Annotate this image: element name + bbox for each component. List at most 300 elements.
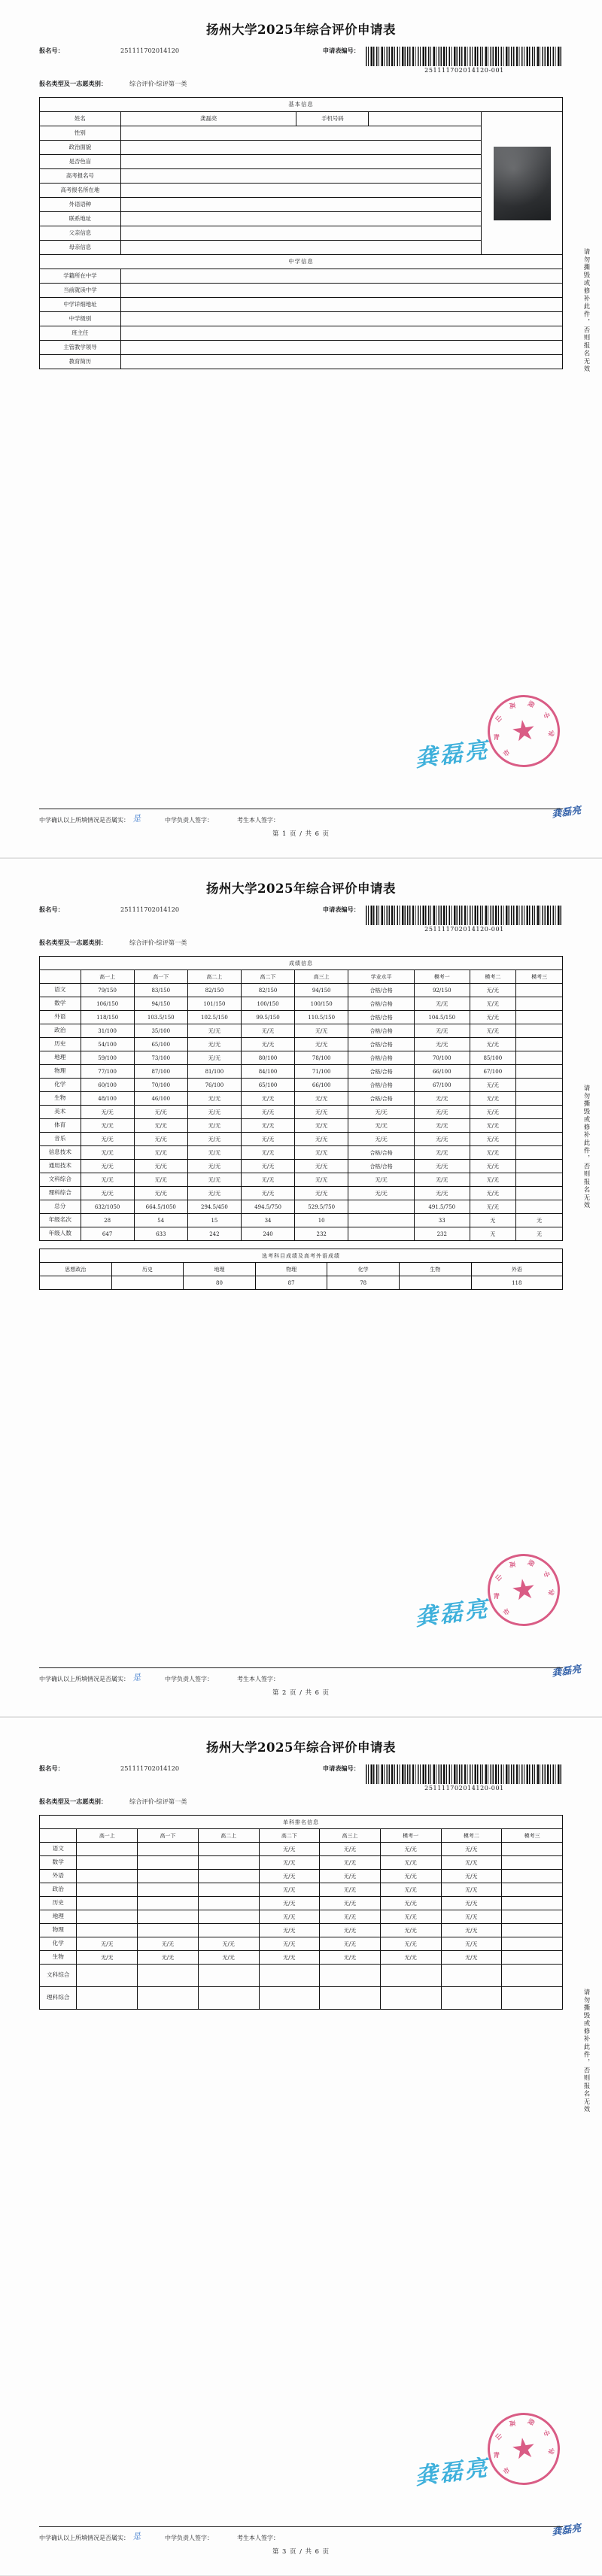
barcode-image bbox=[366, 47, 563, 66]
rank-cell: 无/无 bbox=[380, 1856, 441, 1870]
subject-label: 总分 bbox=[40, 1200, 81, 1214]
applicant-sign-label: 考生本人签字： bbox=[237, 1676, 279, 1682]
grade-cell bbox=[516, 1133, 563, 1146]
grade-cell: 无/无 bbox=[415, 1106, 470, 1119]
principal-signature-ink: 龚磊亮 bbox=[413, 737, 491, 772]
grade-cell: 67/100 bbox=[415, 1079, 470, 1092]
grade-cell: 100/150 bbox=[295, 997, 348, 1011]
grade-cell: 85/100 bbox=[470, 1051, 516, 1065]
rank-cell: 无/无 bbox=[380, 1843, 441, 1856]
rank-cell bbox=[502, 1843, 563, 1856]
rank-cell: 无/无 bbox=[380, 1883, 441, 1897]
grade-cell: 无/无 bbox=[415, 1092, 470, 1106]
field-label-school-level: 中学级别 bbox=[40, 312, 121, 326]
section-header-school: 中学信息 bbox=[40, 255, 563, 269]
table-row bbox=[40, 1276, 563, 1290]
barcode-block bbox=[366, 47, 563, 74]
col-header bbox=[40, 970, 81, 984]
grade-cell: 无 bbox=[470, 1227, 516, 1241]
rank-cell bbox=[502, 1951, 563, 1965]
side-notice-page2: 请勿撕毁或修补此件，否则报名无效 bbox=[583, 1085, 591, 1210]
page-indicator-2: 第 2 页 / 共 6 页 bbox=[272, 1689, 330, 1696]
grade-cell bbox=[516, 984, 563, 997]
grade-cell bbox=[348, 1227, 415, 1241]
table-row bbox=[40, 1200, 563, 1214]
subject-label: 物理 bbox=[40, 1065, 81, 1079]
grade-cell: 无/无 bbox=[348, 1119, 415, 1133]
grade-cell: 无/无 bbox=[134, 1119, 187, 1133]
col-header: 模考三 bbox=[502, 1829, 563, 1843]
grade-cell: 无/无 bbox=[134, 1173, 187, 1187]
field-value-education-history[interactable] bbox=[120, 355, 562, 369]
table-row bbox=[40, 112, 563, 126]
field-value-name[interactable]: 龚磊亮 bbox=[120, 112, 296, 126]
field-label-address: 联系地址 bbox=[40, 212, 121, 226]
rank-cell: 无/无 bbox=[320, 1937, 381, 1951]
grade-cell: 无/无 bbox=[134, 1106, 187, 1119]
field-value-current-school[interactable] bbox=[120, 284, 562, 298]
grade-cell: 合格/合格 bbox=[348, 1024, 415, 1038]
principal-sign-label: 中学负责人签字： bbox=[165, 2535, 213, 2541]
field-value-gender[interactable] bbox=[120, 126, 481, 141]
elective-cell bbox=[399, 1276, 471, 1290]
subject-label: 生物 bbox=[40, 1951, 77, 1965]
school-confirm-block bbox=[39, 812, 141, 824]
subject-label: 体育 bbox=[40, 1119, 81, 1133]
grade-cell: 合格/合格 bbox=[348, 1092, 415, 1106]
grade-cell: 无/无 bbox=[295, 1173, 348, 1187]
col-header: 模考一 bbox=[415, 970, 470, 984]
grade-cell: 无/无 bbox=[470, 1024, 516, 1038]
subject-label: 数学 bbox=[40, 997, 81, 1011]
basic-info-table bbox=[39, 97, 563, 369]
grade-cell bbox=[516, 1106, 563, 1119]
subject-label: 数学 bbox=[40, 1856, 77, 1870]
rank-cell bbox=[138, 1897, 199, 1910]
side-notice-page1: 请勿撕毁或修补此件，否则报名无效 bbox=[583, 248, 591, 374]
subject-label: 语文 bbox=[40, 1843, 77, 1856]
table-header-row bbox=[40, 970, 563, 984]
principal-sign-label: 中学负责人签字： bbox=[165, 1676, 213, 1682]
grade-cell: 无/无 bbox=[241, 1173, 294, 1187]
col-header: 高二上 bbox=[198, 1829, 259, 1843]
subject-label: 外语 bbox=[40, 1870, 77, 1883]
grade-cell: 无 bbox=[516, 1214, 563, 1227]
section-header-grades: 成绩信息 bbox=[40, 957, 563, 970]
grade-cell: 491.5/750 bbox=[415, 1200, 470, 1214]
grade-cell: 合格/合格 bbox=[348, 1079, 415, 1092]
applicant-sign-block bbox=[237, 1675, 279, 1683]
field-label-registered-school: 学籍所在中学 bbox=[40, 269, 121, 284]
form-no-block bbox=[323, 47, 563, 74]
table-row bbox=[40, 326, 563, 341]
meta-block bbox=[0, 897, 602, 946]
grade-cell: 合格/合格 bbox=[348, 984, 415, 997]
applicant-sign-label: 考生本人签字： bbox=[237, 817, 279, 824]
rank-cell: 无/无 bbox=[320, 1924, 381, 1937]
table-row bbox=[40, 269, 563, 284]
grade-cell: 83/150 bbox=[134, 984, 187, 997]
table-row bbox=[40, 984, 563, 997]
field-label-phone: 手机号码 bbox=[296, 112, 369, 126]
barcode-block bbox=[366, 906, 563, 933]
grade-cell: 59/100 bbox=[81, 1051, 134, 1065]
table-row bbox=[40, 1065, 563, 1079]
grade-cell: 79/150 bbox=[81, 984, 134, 997]
footer-confirm-line bbox=[39, 809, 563, 824]
grade-cell: 无/无 bbox=[415, 1160, 470, 1173]
form-no-label: 申请表编号： bbox=[322, 1764, 360, 1772]
table-row bbox=[40, 957, 563, 970]
grade-cell: 66/100 bbox=[415, 1065, 470, 1079]
table-row bbox=[40, 1106, 563, 1119]
rank-cell bbox=[77, 1843, 138, 1856]
field-value-headteacher[interactable] bbox=[120, 326, 562, 341]
rank-cell bbox=[441, 1987, 502, 2010]
table-row bbox=[40, 1910, 563, 1924]
subject-label: 物理 bbox=[40, 1924, 77, 1937]
rank-cell: 无/无 bbox=[320, 1951, 381, 1965]
col-header bbox=[40, 1829, 77, 1843]
grade-cell: 无/无 bbox=[470, 1160, 516, 1173]
rank-cell bbox=[138, 1910, 199, 1924]
table-row bbox=[40, 1856, 563, 1870]
rank-cell: 无/无 bbox=[380, 1924, 441, 1937]
rank-cell: 无/无 bbox=[320, 1897, 381, 1910]
grade-cell: 无/无 bbox=[295, 1106, 348, 1119]
subject-label: 文科综合 bbox=[40, 1173, 81, 1187]
rank-cell: 无/无 bbox=[380, 1870, 441, 1883]
grade-cell: 无/无 bbox=[295, 1024, 348, 1038]
grade-cell: 110.5/150 bbox=[295, 1011, 348, 1024]
principal-signature-ink: 龚磊亮 bbox=[413, 1596, 491, 1631]
col-header: 高三上 bbox=[320, 1829, 381, 1843]
grade-cell: 无/无 bbox=[241, 1160, 294, 1173]
grade-cell: 94/150 bbox=[295, 984, 348, 997]
table-row bbox=[40, 341, 563, 355]
grade-cell: 10 bbox=[295, 1214, 348, 1227]
col-header: 高二上 bbox=[187, 970, 241, 984]
meta-block bbox=[0, 38, 602, 87]
rank-cell: 无/无 bbox=[259, 1937, 320, 1951]
table-header-row bbox=[40, 1263, 563, 1276]
field-value-school-level[interactable] bbox=[120, 312, 562, 326]
rank-cell bbox=[77, 1910, 138, 1924]
field-label-gaokao-region: 高考报名所在地 bbox=[40, 184, 121, 198]
grades-table-wrap bbox=[0, 951, 602, 1290]
rank-cell: 无/无 bbox=[441, 1843, 502, 1856]
page-title: 扬州大学2025年综合评价申请表 bbox=[206, 881, 396, 896]
rank-cell: 无/无 bbox=[320, 1856, 381, 1870]
rank-cell bbox=[198, 1910, 259, 1924]
grade-cell: 无/无 bbox=[295, 1146, 348, 1160]
grade-cell: 无/无 bbox=[81, 1160, 134, 1173]
table-row bbox=[40, 1092, 563, 1106]
rank-cell bbox=[502, 1883, 563, 1897]
grade-cell: 无/无 bbox=[470, 1038, 516, 1051]
grade-cell: 无/无 bbox=[470, 1133, 516, 1146]
grade-cell: 无/无 bbox=[415, 1119, 470, 1133]
apply-type-value: 综合评价-综评第一类 bbox=[129, 1798, 187, 1805]
rank-cell bbox=[502, 1924, 563, 1937]
grade-cell: 240 bbox=[241, 1227, 294, 1241]
seal-text: 市 青 山 高 级 中 学 bbox=[493, 2417, 557, 2477]
rank-cell bbox=[198, 1965, 259, 1987]
rank-cell: 无/无 bbox=[441, 1937, 502, 1951]
field-value-address[interactable] bbox=[120, 212, 481, 226]
principal-signature-ink: 龚磊亮 bbox=[413, 2455, 491, 2490]
field-label-colorblind: 是否色盲 bbox=[40, 155, 121, 169]
field-label-name: 姓名 bbox=[40, 112, 121, 126]
field-label-current-school: 当前就读中学 bbox=[40, 284, 121, 298]
rank-cell bbox=[77, 1870, 138, 1883]
meta-row-type bbox=[39, 80, 563, 87]
rank-cell bbox=[77, 1897, 138, 1910]
field-label-language: 外语语种 bbox=[40, 198, 121, 212]
school-seal bbox=[483, 2408, 564, 2490]
barcode-number: 251111702014120-001 bbox=[424, 926, 504, 933]
grade-cell: 无/无 bbox=[295, 1092, 348, 1106]
rank-cell bbox=[380, 1987, 441, 2010]
form-no-block bbox=[323, 1764, 563, 1792]
registration-value: 251111702014120 bbox=[120, 1764, 180, 1772]
rank-cell: 无/无 bbox=[320, 1883, 381, 1897]
subject-label: 地理 bbox=[40, 1910, 77, 1924]
applicant-signature-ink: 龚磊亮 bbox=[551, 805, 582, 821]
grade-cell: 242 bbox=[187, 1227, 241, 1241]
grade-cell: 494.5/750 bbox=[241, 1200, 294, 1214]
field-value-registered-school[interactable] bbox=[120, 269, 562, 284]
grade-cell: 65/100 bbox=[241, 1079, 294, 1092]
grade-cell: 无/无 bbox=[470, 1146, 516, 1160]
rank-cell bbox=[138, 1883, 199, 1897]
col-header: 模考一 bbox=[380, 1829, 441, 1843]
col-header: 高一上 bbox=[77, 1829, 138, 1843]
grade-cell: 无/无 bbox=[241, 1119, 294, 1133]
grade-cell: 合格/合格 bbox=[348, 997, 415, 1011]
grade-cell: 无/无 bbox=[241, 1187, 294, 1200]
registration-label: 报名号： bbox=[39, 1764, 64, 1772]
col-header: 模考二 bbox=[470, 970, 516, 984]
grade-cell: 无/无 bbox=[241, 1092, 294, 1106]
grade-cell: 无/无 bbox=[470, 1173, 516, 1187]
col-header: 高一下 bbox=[138, 1829, 199, 1843]
apply-type-label: 报名类型及一志愿类别： bbox=[39, 939, 108, 946]
grade-cell: 合格/合格 bbox=[348, 1146, 415, 1160]
field-value-phone[interactable] bbox=[369, 112, 482, 126]
form-no-label: 申请表编号： bbox=[322, 47, 360, 54]
table-row bbox=[40, 298, 563, 312]
grade-cell: 87/100 bbox=[134, 1065, 187, 1079]
footer-confirm-line bbox=[39, 2526, 563, 2542]
table-row bbox=[40, 1924, 563, 1937]
field-value-gaokao-region[interactable] bbox=[120, 184, 481, 198]
rank-cell: 无/无 bbox=[138, 1951, 199, 1965]
rank-cell: 无/无 bbox=[77, 1937, 138, 1951]
principal-sign-label: 中学负责人签字： bbox=[165, 817, 213, 824]
field-value-mother[interactable] bbox=[120, 241, 481, 255]
table-row bbox=[40, 1897, 563, 1910]
rank-cell bbox=[77, 1965, 138, 1987]
meta-row-type bbox=[39, 939, 563, 946]
elective-scores-table bbox=[39, 1249, 563, 1290]
photo-cell bbox=[482, 112, 563, 255]
grade-cell: 无/无 bbox=[81, 1146, 134, 1160]
col-header: 思想政治 bbox=[40, 1263, 112, 1276]
grade-cell: 无/无 bbox=[81, 1187, 134, 1200]
table-row bbox=[40, 1937, 563, 1951]
rank-cell: 无/无 bbox=[380, 1910, 441, 1924]
page-footer bbox=[0, 2526, 602, 2556]
principal-sign-block bbox=[165, 816, 213, 824]
table-row bbox=[40, 1843, 563, 1856]
grade-cell: 70/100 bbox=[134, 1079, 187, 1092]
subject-label: 理科综合 bbox=[40, 1987, 77, 2010]
grade-cell: 无/无 bbox=[415, 1146, 470, 1160]
table-row bbox=[40, 1173, 563, 1187]
grade-cell: 70/100 bbox=[415, 1051, 470, 1065]
grade-cell: 104.5/150 bbox=[415, 1011, 470, 1024]
field-value-gaokao-no[interactable] bbox=[120, 169, 481, 184]
grade-cell bbox=[516, 1146, 563, 1160]
rank-cell bbox=[138, 1987, 199, 2010]
col-header: 学业水平 bbox=[348, 970, 415, 984]
grade-cell: 118/150 bbox=[81, 1011, 134, 1024]
rank-cell: 无/无 bbox=[259, 1924, 320, 1937]
grade-cell: 无/无 bbox=[415, 1024, 470, 1038]
grade-cell bbox=[516, 1065, 563, 1079]
rank-cell bbox=[441, 1965, 502, 1987]
grade-cell: 无/无 bbox=[187, 1092, 241, 1106]
col-header: 高二下 bbox=[241, 970, 294, 984]
col-header: 高一上 bbox=[81, 970, 134, 984]
subject-label: 政治 bbox=[40, 1883, 77, 1897]
registration-value: 251111702014120 bbox=[120, 906, 180, 913]
col-header: 外语 bbox=[471, 1263, 562, 1276]
grade-cell: 无/无 bbox=[295, 1160, 348, 1173]
rank-cell bbox=[502, 1897, 563, 1910]
grade-cell: 33 bbox=[415, 1214, 470, 1227]
field-value-academic-leader[interactable] bbox=[120, 341, 562, 355]
barcode-number: 251111702014120-001 bbox=[424, 1785, 504, 1792]
grade-cell: 无/无 bbox=[470, 1079, 516, 1092]
grade-cell: 无/无 bbox=[470, 997, 516, 1011]
grade-cell: 106/150 bbox=[81, 997, 134, 1011]
field-value-political[interactable] bbox=[120, 141, 481, 155]
col-header: 化学 bbox=[327, 1263, 400, 1276]
grade-cell: 无/无 bbox=[470, 1092, 516, 1106]
table-row bbox=[40, 1160, 563, 1173]
rank-cell bbox=[502, 1856, 563, 1870]
school-confirm-value[interactable]: 是 bbox=[132, 813, 141, 824]
grade-cell: 无/无 bbox=[415, 1038, 470, 1051]
table-row bbox=[40, 1249, 563, 1263]
subject-label: 年级名次 bbox=[40, 1214, 81, 1227]
table-row bbox=[40, 1951, 563, 1965]
elective-cell bbox=[40, 1276, 112, 1290]
grade-cell: 无/无 bbox=[295, 1038, 348, 1051]
grade-cell: 无/无 bbox=[415, 1187, 470, 1200]
page-3 bbox=[0, 1718, 602, 2575]
grade-cell: 78/100 bbox=[295, 1051, 348, 1065]
grade-cell: 无/无 bbox=[348, 1133, 415, 1146]
school-confirm-value[interactable]: 是 bbox=[132, 2531, 141, 2542]
table-row bbox=[40, 1987, 563, 2010]
grades-table bbox=[39, 956, 563, 1241]
grade-cell: 28 bbox=[81, 1214, 134, 1227]
school-confirm-label: 中学确认以上所填情况是否属实： bbox=[39, 2535, 129, 2541]
col-header: 生物 bbox=[399, 1263, 471, 1276]
rank-cell bbox=[77, 1924, 138, 1937]
field-value-language[interactable] bbox=[120, 198, 481, 212]
grade-cell: 48/100 bbox=[81, 1092, 134, 1106]
school-confirm-label: 中学确认以上所填情况是否属实： bbox=[39, 1676, 129, 1682]
rank-cell bbox=[198, 1924, 259, 1937]
form-no-label: 申请表编号： bbox=[322, 906, 360, 913]
school-confirm-value[interactable]: 是 bbox=[132, 1672, 141, 1683]
grade-cell: 无/无 bbox=[134, 1146, 187, 1160]
page-1 bbox=[0, 0, 602, 857]
school-confirm-label: 中学确认以上所填情况是否属实： bbox=[39, 817, 129, 824]
grade-cell: 71/100 bbox=[295, 1065, 348, 1079]
subject-label: 年级人数 bbox=[40, 1227, 81, 1241]
subject-label: 地理 bbox=[40, 1051, 81, 1065]
rank-cell: 无/无 bbox=[259, 1883, 320, 1897]
grade-cell: 84/100 bbox=[241, 1065, 294, 1079]
grade-cell bbox=[516, 1079, 563, 1092]
table-row bbox=[40, 1214, 563, 1227]
registration-value: 251111702014120 bbox=[120, 47, 180, 54]
table-row bbox=[40, 1870, 563, 1883]
grade-cell: 无/无 bbox=[470, 984, 516, 997]
grade-cell: 无/无 bbox=[187, 1106, 241, 1119]
subject-label: 美术 bbox=[40, 1106, 81, 1119]
grade-cell: 67/100 bbox=[470, 1065, 516, 1079]
grade-cell: 合格/合格 bbox=[348, 1065, 415, 1079]
rank-cell bbox=[502, 1987, 563, 2010]
field-label-father: 父亲信息 bbox=[40, 226, 121, 241]
page-indicator-3: 第 3 页 / 共 6 页 bbox=[272, 2547, 330, 2555]
rank-cell: 无/无 bbox=[259, 1897, 320, 1910]
grade-cell: 无/无 bbox=[348, 1106, 415, 1119]
rank-cell: 无/无 bbox=[441, 1856, 502, 1870]
applicant-sign-block bbox=[237, 2534, 279, 2542]
grade-cell: 82/150 bbox=[187, 984, 241, 997]
table-row bbox=[40, 1227, 563, 1241]
elective-cell: 87 bbox=[255, 1276, 327, 1290]
rank-cell: 无/无 bbox=[441, 1870, 502, 1883]
rank-cell bbox=[259, 1965, 320, 1987]
apply-type-value: 综合评价-综评第一类 bbox=[129, 80, 187, 87]
rank-cell bbox=[138, 1843, 199, 1856]
rank-cell: 无/无 bbox=[259, 1843, 320, 1856]
field-value-colorblind[interactable] bbox=[120, 155, 481, 169]
grade-cell: 102.5/150 bbox=[187, 1011, 241, 1024]
table-row bbox=[40, 284, 563, 298]
grade-cell: 无/无 bbox=[241, 1038, 294, 1051]
grade-cell: 无/无 bbox=[187, 1173, 241, 1187]
field-value-school-address[interactable] bbox=[120, 298, 562, 312]
grade-cell: 35/100 bbox=[134, 1024, 187, 1038]
grade-cell: 无/无 bbox=[134, 1160, 187, 1173]
grade-cell: 无 bbox=[470, 1214, 516, 1227]
field-value-father[interactable] bbox=[120, 226, 481, 241]
grade-cell: 65/100 bbox=[134, 1038, 187, 1051]
rank-cell bbox=[138, 1965, 199, 1987]
subject-label: 历史 bbox=[40, 1897, 77, 1910]
grade-cell: 80/100 bbox=[241, 1051, 294, 1065]
grade-cell: 232 bbox=[295, 1227, 348, 1241]
